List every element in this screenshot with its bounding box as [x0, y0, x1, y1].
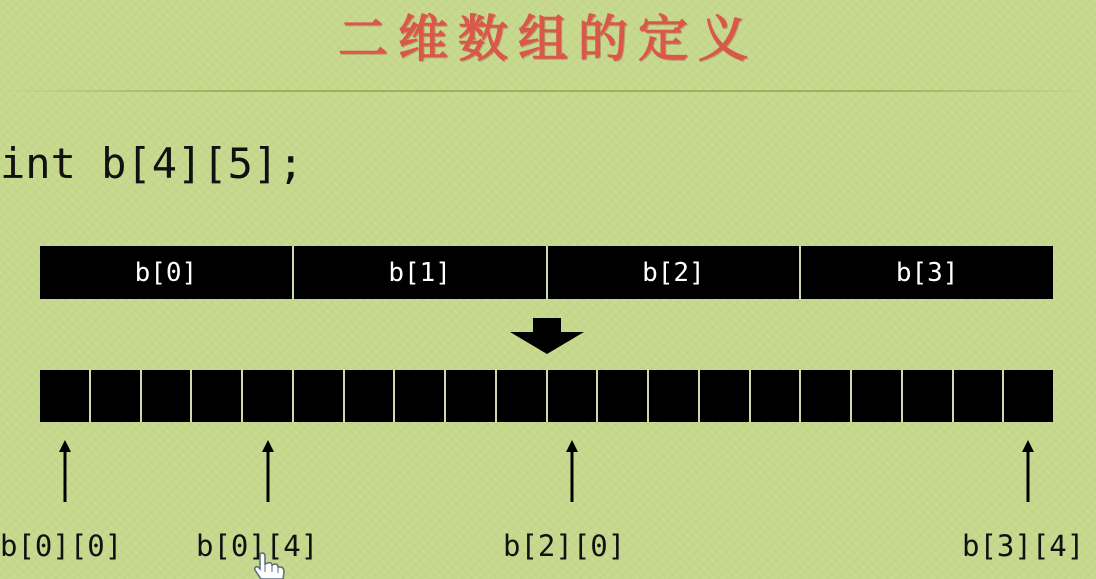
- label-b00: b[0][0]: [0, 529, 123, 563]
- row-segment-b3: b[3]: [799, 246, 1053, 299]
- memory-cell-0: [40, 370, 89, 422]
- label-b34: b[3][4]: [962, 529, 1085, 563]
- label-b04: b[0][4]: [196, 529, 319, 563]
- hand-cursor-icon: [252, 552, 286, 579]
- memory-cell-11: [596, 370, 647, 422]
- pointer-b34-arrow-icon: [1022, 440, 1034, 502]
- memory-cell-1: [89, 370, 140, 422]
- memory-cell-9: [495, 370, 546, 422]
- slide-title: 二维数组的定义: [338, 10, 758, 68]
- memory-cell-3: [190, 370, 241, 422]
- memory-cell-14: [749, 370, 800, 422]
- row-segment-b0: b[0]: [134, 257, 198, 288]
- memory-cell-6: [343, 370, 394, 422]
- row-segment-b2: b[2]: [546, 246, 800, 299]
- label-b20: b[2][0]: [503, 529, 626, 563]
- memory-cell-2: [140, 370, 191, 422]
- row-bar: [40, 246, 1053, 299]
- memory-cell-10: [546, 370, 597, 422]
- memory-cell-16: [850, 370, 901, 422]
- memory-cell-8: [444, 370, 495, 422]
- memory-cell-5: [292, 370, 343, 422]
- memory-cells-bar: [40, 370, 1053, 422]
- memory-cell-18: [952, 370, 1003, 422]
- memory-cell-13: [698, 370, 749, 422]
- memory-cell-12: [647, 370, 698, 422]
- title-divider: [0, 90, 1096, 92]
- code-declaration: int b[4][5];: [0, 139, 304, 188]
- pointer-b00-arrow-icon: [59, 440, 71, 502]
- memory-cell-4: [241, 370, 292, 422]
- memory-cell-19: [1002, 370, 1053, 422]
- pointer-b20-arrow-icon: [566, 440, 578, 502]
- memory-cell-15: [799, 370, 850, 422]
- memory-cell-7: [393, 370, 444, 422]
- memory-cell-17: [901, 370, 952, 422]
- row-segment-b1: b[1]: [292, 246, 546, 299]
- pointer-b04-arrow-icon: [262, 440, 274, 502]
- arrow-down-icon: [510, 318, 584, 354]
